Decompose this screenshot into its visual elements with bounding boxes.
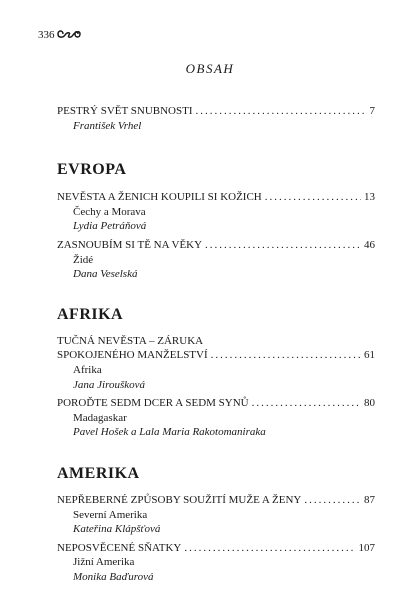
section-heading-amerika: AMERIKA [57,464,140,482]
entry-region: Čechy a Morava [73,205,146,218]
section-heading-evropa: EVROPA [57,161,127,179]
table-of-contents [57,104,375,584]
entry-page-number: 13 [364,191,375,204]
entry-author: Dana Veselská [73,268,138,281]
entry-page-number: 80 [364,397,375,410]
entry-title-line [57,190,375,205]
toc-entry[interactable] [57,493,375,537]
entry-page-number: 46 [364,238,375,251]
entry-author: Lydia Petráňová [73,220,147,233]
entry-page-number: 87 [364,493,375,506]
entry-region: Madagaskar [73,411,127,424]
dot-leader [265,190,361,205]
toc-entry-intro[interactable] [57,104,375,133]
entry-title-first-line: TUČNÁ NEVĚSTA – ZÁRUKA [57,334,204,347]
entry-title: PESTRÝ SVĚT SNUBNOSTI [57,105,193,117]
toc-entry[interactable] [57,334,375,392]
entry-author: Jana Jiroušková [73,378,145,391]
entry-title-line [57,493,375,508]
entry-author: Kateřina Klápšťová [73,523,161,536]
entry-title: NEVĚSTA A ŽENICH KOUPILI SI KOŽICH [57,191,262,204]
entry-page-number: 107 [358,541,375,554]
entry-region: Jižní Amerika [73,556,135,569]
dot-leader [205,238,361,253]
toc-entry[interactable] [57,541,375,585]
dot-leader [211,348,361,363]
section-heading-afrika: AFRIKA [57,305,124,323]
entry-title-line [57,104,375,119]
toc-entry[interactable] [57,190,375,234]
entry-region: Severní Amerika [73,508,148,521]
entry-author: Pavel Hošek a Lala Maria Rakotomaniraka [73,426,266,439]
entry-page-number: 7 [369,105,375,117]
dot-leader [196,104,367,119]
dot-leader [184,541,355,556]
entry-title: SPOKOJENÉHO MANŽELSTVÍ [57,349,208,362]
page-number: 336 [38,29,55,41]
entry-page-number: 61 [364,349,375,362]
toc-entry[interactable] [57,238,375,282]
entry-region: Židé [73,253,94,266]
dot-leader [252,396,361,411]
dot-leader [304,493,361,508]
entry-title-line [57,396,375,411]
toc-entry[interactable] [57,396,375,440]
swirl-ornament-icon [57,28,81,40]
entry-title-line [57,348,375,363]
entry-region: Afrika [73,363,102,376]
entry-title: NEPŘEBERNÉ ZPŮSOBY SOUŽITÍ MUŽE A ŽENY [57,493,302,506]
entry-title-line [57,541,375,556]
entry-title: NEPOSVĚCENÉ SŇATKY [57,541,182,554]
entry-title: POROĎTE SEDM DCER A SEDM SYNŮ [57,397,249,410]
toc-title: OBSAH [185,61,235,76]
entry-author: František Vrhel [73,119,142,132]
entry-author: Monika Baďurová [73,570,154,583]
entry-title: ZASNOUBÍM SI TĚ NA VĚKY [57,238,203,251]
entry-title-line [57,238,375,253]
